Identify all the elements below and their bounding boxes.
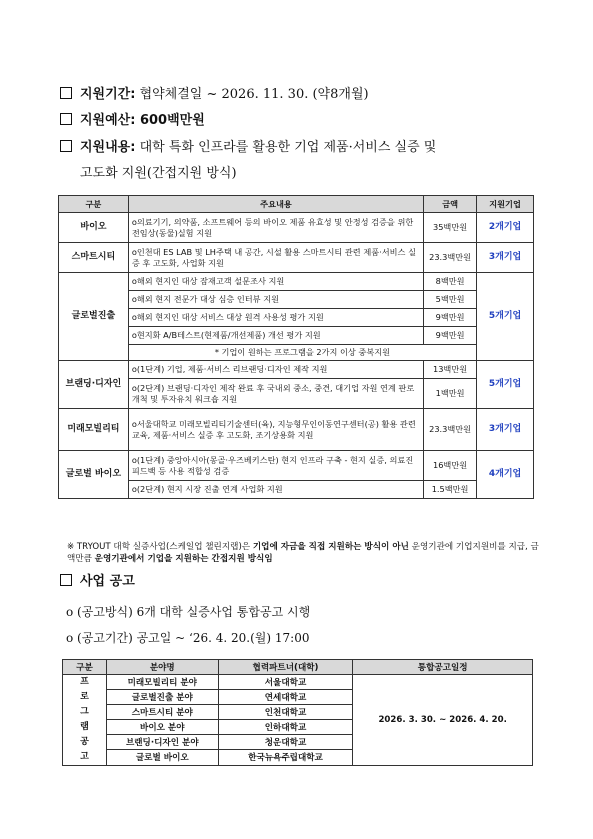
support-period: 지원기간: 협약체결일 ~ 2026. 11. 30. (약8개월) — [60, 86, 369, 103]
table-row: 스마트시티 분야 인천대학교 — [63, 704, 533, 719]
notice-period: o (공고기간) 공고일 ~ ‘26. 4. 20.(월) 17:00 — [66, 631, 310, 645]
table-header-row: 구분 주요내용 금액 지원기업 — [59, 196, 534, 213]
table-row-branding: o(2단계) 브랜딩·디자인 제작 완료 후 국내외 중소, 중견, 대기업 자원 연계 판로개척 및 투자유치 워크숍 지원 1백만원 — [59, 379, 534, 409]
business-notice-heading: 사업 공고 — [60, 573, 135, 590]
table-row: 브랜딩·디자인 분야 청운대학교 — [63, 735, 533, 750]
support-content: 지원내용: 대학 특화 인프라를 활용한 기업 제품·서비스 실증 및 — [60, 139, 436, 156]
table-row: 글로벌 바이오 한국뉴욕주립대학교 — [63, 750, 533, 765]
notice-method: o (공고방식) 6개 대학 실증사업 통합공고 시행 — [66, 605, 311, 619]
table-row: 글로벌진출 분야 연세대학교 — [63, 689, 533, 704]
table-row: 프 로 그 램 공 고 미래모빌리티 분야 서울대학교 2026. 3. 30. ~ 2026. 4. 20. — [63, 674, 533, 689]
table-row: 바이오 분야 인하대학교 — [63, 719, 533, 734]
table-row-bio: 바이오 o의료기기, 의약품, 소프트웨어 등의 바이오 제품 유효성 및 안정성 검증을 위한 전임상(동물)실험 지원 35백만원 2개기업 — [59, 213, 534, 243]
table-row-global-note: * 기업이 원하는 프로그램을 2가지 이상 중복지원 — [59, 345, 534, 361]
table-row-global: o해외 현지 전문가 대상 심층 인터뷰 지원 5백만원 — [59, 291, 534, 309]
table-row-global: o해외 현지인 대상 서비스 대상 원격 사용성 평가 지원 9백만원 — [59, 309, 534, 327]
checkbox-square-icon — [60, 113, 72, 125]
table-row-global: 글로벌진출 o해외 현지인 대상 잠재고객 설문조사 지원 8백만원 5개기업 — [59, 273, 534, 291]
checkbox-square-icon — [60, 574, 72, 586]
table-row-branding: 브랜딩·디자인 o(1단계) 기업, 제품·서비스 리브랜딩·디자인 제작 지원 13백만원 5개기업 — [59, 361, 534, 379]
checkbox-square-icon — [60, 87, 72, 99]
support-budget: 지원예산: 600백만원 — [60, 112, 205, 129]
table-row-global-bio: 글로벌 바이오 o(1단계) 중앙아시아(몽골·우즈베키스탄) 현지 인프라 구축 - 현지 실증, 의료진 피드백 등 사용 적합성 검증 16백만원 4개기업 — [59, 451, 534, 481]
support-content-continued: 고도화 지원(간접지원 방식) — [80, 166, 237, 181]
table-row-mobility: 미래모빌리티 o서울대학교 미래모빌리티기술센터(육), 지능형무인이동연구센터(공) 활용 관련 교육, 제품·서비스 실증 후 고도화, 조기상용화 지원 23.3백만원 3개기업 — [59, 409, 534, 451]
table-header-row: 구분 분야명 협력파트너(대학) 통합공고일정 — [63, 660, 533, 675]
program-notice-label: 프 로 그 램 공 고 — [63, 674, 107, 765]
table-row-global-bio: o(2단계) 현지 시장 진출 연계 사업화 지원 1.5백만원 — [59, 481, 534, 499]
indirect-support-note: ※ TRYOUT 대학 실증사업(스케일업 챌린지랩)은 기업에 자금을 직접 지원하는 방식이 아닌 운영기관에 기업지원비를 지급, 금액만큼 운영기관에서 기업을 지원하는 간접지원 방식임 — [67, 542, 539, 564]
support-content-table — [58, 195, 534, 499]
program-notice-table — [62, 659, 533, 766]
table-row-smartcity: 스마트시티 o인천대 ES LAB 및 LH주택 내 공간, 시설 활용 스마트시티 관련 제품·서비스 실증 후 고도화, 사업화 지원 23.3백만원 3개기업 — [59, 243, 534, 273]
checkbox-square-icon — [60, 140, 72, 152]
table-row-global: o현지화 A/B테스트(현제품/개선제품) 개선 평가 지원 9백만원 — [59, 327, 534, 345]
